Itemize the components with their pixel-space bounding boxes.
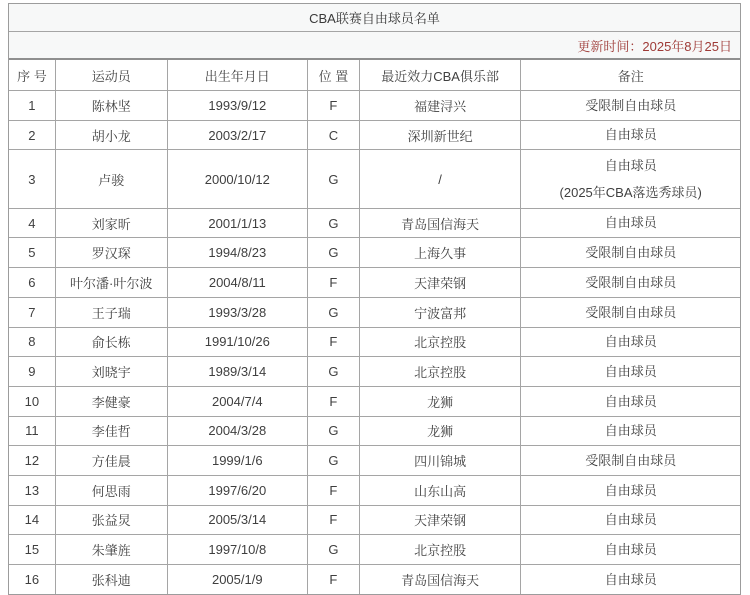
cell-club: / (360, 150, 522, 207)
note-text: 自由球员 (604, 215, 657, 231)
cell-pos: G (308, 446, 360, 475)
note-text: 自由球员 (604, 482, 657, 498)
note-text: 自由球员 (604, 334, 657, 350)
cell-birth: 2005/1/9 (168, 565, 308, 594)
cell-birth: 2000/10/12 (168, 150, 308, 207)
table-row (9, 417, 740, 447)
cell-name: 李佳哲 (56, 417, 168, 446)
note-text: 自由球员 (604, 157, 657, 173)
cell-note (521, 121, 740, 150)
table-row (9, 268, 740, 298)
cell-name: 陈林坚 (56, 91, 168, 120)
cell-pos: F (308, 506, 360, 535)
cell-name: 罗汉琛 (56, 238, 168, 267)
cell-note (521, 357, 740, 386)
cell-name: 张科迪 (56, 565, 168, 594)
update-time-text: 更新时间：2025年8月25日 (577, 38, 732, 54)
cell-no: 13 (9, 476, 56, 505)
cell-note (521, 150, 740, 207)
cell-pos: F (308, 328, 360, 357)
cell-pos: G (308, 298, 360, 327)
table-row (9, 328, 740, 358)
cell-birth: 2004/3/28 (168, 417, 308, 446)
cell-name: 何思雨 (56, 476, 168, 505)
note-text: 受限制自由球员 (585, 304, 677, 320)
cell-pos: G (308, 150, 360, 207)
cell-club: 上海久事 (360, 238, 522, 267)
cell-note (521, 506, 740, 535)
note-text: 自由球员 (604, 423, 657, 439)
table-row (9, 238, 740, 268)
note-text: 自由球员 (604, 542, 657, 558)
cell-name: 胡小龙 (56, 121, 168, 150)
cell-club: 天津荣钢 (360, 506, 522, 535)
cell-birth: 1999/1/6 (168, 446, 308, 475)
cell-pos: F (308, 268, 360, 297)
table-row (9, 121, 740, 151)
cell-pos: C (308, 121, 360, 150)
cell-name: 张益炅 (56, 506, 168, 535)
table-title-row (9, 4, 740, 32)
cell-club: 福建浔兴 (360, 91, 522, 120)
note-text: 自由球员 (604, 127, 657, 143)
table-row (9, 357, 740, 387)
cell-pos: F (308, 387, 360, 416)
cell-birth: 2001/1/13 (168, 209, 308, 238)
cell-no: 7 (9, 298, 56, 327)
cell-note (521, 417, 740, 446)
table-row (9, 446, 740, 476)
table-row (9, 506, 740, 536)
cell-note (521, 91, 740, 120)
note-subtext: (2025年CBA落选秀球员) (559, 185, 702, 201)
table-row (9, 535, 740, 565)
update-time-row (9, 32, 740, 60)
cell-pos: G (308, 238, 360, 267)
column-header-note: 备注 (617, 68, 644, 84)
cell-name: 刘家昕 (56, 209, 168, 238)
cell-no: 3 (9, 150, 56, 207)
cell-birth: 2003/2/17 (168, 121, 308, 150)
cell-birth: 2004/7/4 (168, 387, 308, 416)
cell-club: 山东山高 (360, 476, 522, 505)
cell-pos: G (308, 357, 360, 386)
column-header-pos: 位 置 (308, 60, 360, 90)
cell-no: 9 (9, 357, 56, 386)
cell-club: 龙狮 (360, 387, 522, 416)
free-agent-table (8, 3, 741, 595)
column-header-name: 运动员 (56, 60, 168, 90)
table-row (9, 476, 740, 506)
cell-club: 四川锦城 (360, 446, 522, 475)
cell-no: 14 (9, 506, 56, 535)
note-text: 受限制自由球员 (585, 274, 677, 290)
cell-name: 刘晓宇 (56, 357, 168, 386)
cell-note (521, 209, 740, 238)
table-row (9, 209, 740, 239)
note-text: 自由球员 (604, 512, 657, 528)
table-row (9, 387, 740, 417)
cell-no: 4 (9, 209, 56, 238)
cell-club: 青岛国信海天 (360, 209, 522, 238)
column-header-no: 序 号 (9, 60, 56, 90)
cell-note (521, 565, 740, 594)
cell-note (521, 535, 740, 564)
cell-name: 王子瑞 (56, 298, 168, 327)
cell-note (521, 476, 740, 505)
cell-pos: F (308, 565, 360, 594)
cell-birth: 1989/3/14 (168, 357, 308, 386)
note-text: 受限制自由球员 (585, 97, 677, 113)
cell-no: 16 (9, 565, 56, 594)
cell-club: 深圳新世纪 (360, 121, 522, 150)
cell-club: 北京控股 (360, 357, 522, 386)
cell-birth: 1991/10/26 (168, 328, 308, 357)
cell-birth: 1993/9/12 (168, 91, 308, 120)
cell-name: 朱肇旌 (56, 535, 168, 564)
table-row (9, 150, 740, 208)
cell-note (521, 298, 740, 327)
column-header-club: 最近效力CBA俱乐部 (360, 60, 522, 90)
note-text: 受限制自由球员 (585, 245, 677, 261)
cell-pos: G (308, 209, 360, 238)
note-text: 自由球员 (604, 571, 657, 587)
cell-no: 11 (9, 417, 56, 446)
cell-note (521, 238, 740, 267)
cell-no: 5 (9, 238, 56, 267)
table-header-row (9, 60, 740, 91)
cell-name: 俞长栋 (56, 328, 168, 357)
cell-note (521, 446, 740, 475)
cell-no: 6 (9, 268, 56, 297)
cell-name: 叶尔潘·叶尔波 (56, 268, 168, 297)
cell-birth: 2005/3/14 (168, 506, 308, 535)
cell-birth: 1997/6/20 (168, 476, 308, 505)
cell-name: 方佳晨 (56, 446, 168, 475)
cell-no: 2 (9, 121, 56, 150)
column-header-birth: 出生年月日 (168, 60, 308, 90)
cell-pos: F (308, 476, 360, 505)
cell-note (521, 387, 740, 416)
cell-no: 1 (9, 91, 56, 120)
cell-note (521, 328, 740, 357)
cell-pos: G (308, 417, 360, 446)
cell-no: 8 (9, 328, 56, 357)
cell-birth: 1994/8/23 (168, 238, 308, 267)
cell-birth: 2004/8/11 (168, 268, 308, 297)
cell-pos: G (308, 535, 360, 564)
cell-birth: 1997/10/8 (168, 535, 308, 564)
cell-club: 龙狮 (360, 417, 522, 446)
cell-club: 天津荣钢 (360, 268, 522, 297)
cell-name: 卢骏 (56, 150, 168, 207)
note-text: 自由球员 (604, 363, 657, 379)
table-row (9, 298, 740, 328)
cell-no: 15 (9, 535, 56, 564)
cell-club: 青岛国信海天 (360, 565, 522, 594)
cell-no: 12 (9, 446, 56, 475)
cell-note (521, 268, 740, 297)
table-row (9, 565, 740, 594)
cell-club: 北京控股 (360, 328, 522, 357)
cell-pos: F (308, 91, 360, 120)
note-text: 受限制自由球员 (585, 452, 677, 468)
cell-birth: 1993/3/28 (168, 298, 308, 327)
cell-name: 李健豪 (56, 387, 168, 416)
cell-club: 宁波富邦 (360, 298, 522, 327)
table-body (9, 91, 740, 594)
table-row (9, 91, 740, 121)
note-text: 自由球员 (604, 393, 657, 409)
cell-club: 北京控股 (360, 535, 522, 564)
page-title: CBA联赛自由球员名单 (309, 11, 440, 26)
cell-no: 10 (9, 387, 56, 416)
